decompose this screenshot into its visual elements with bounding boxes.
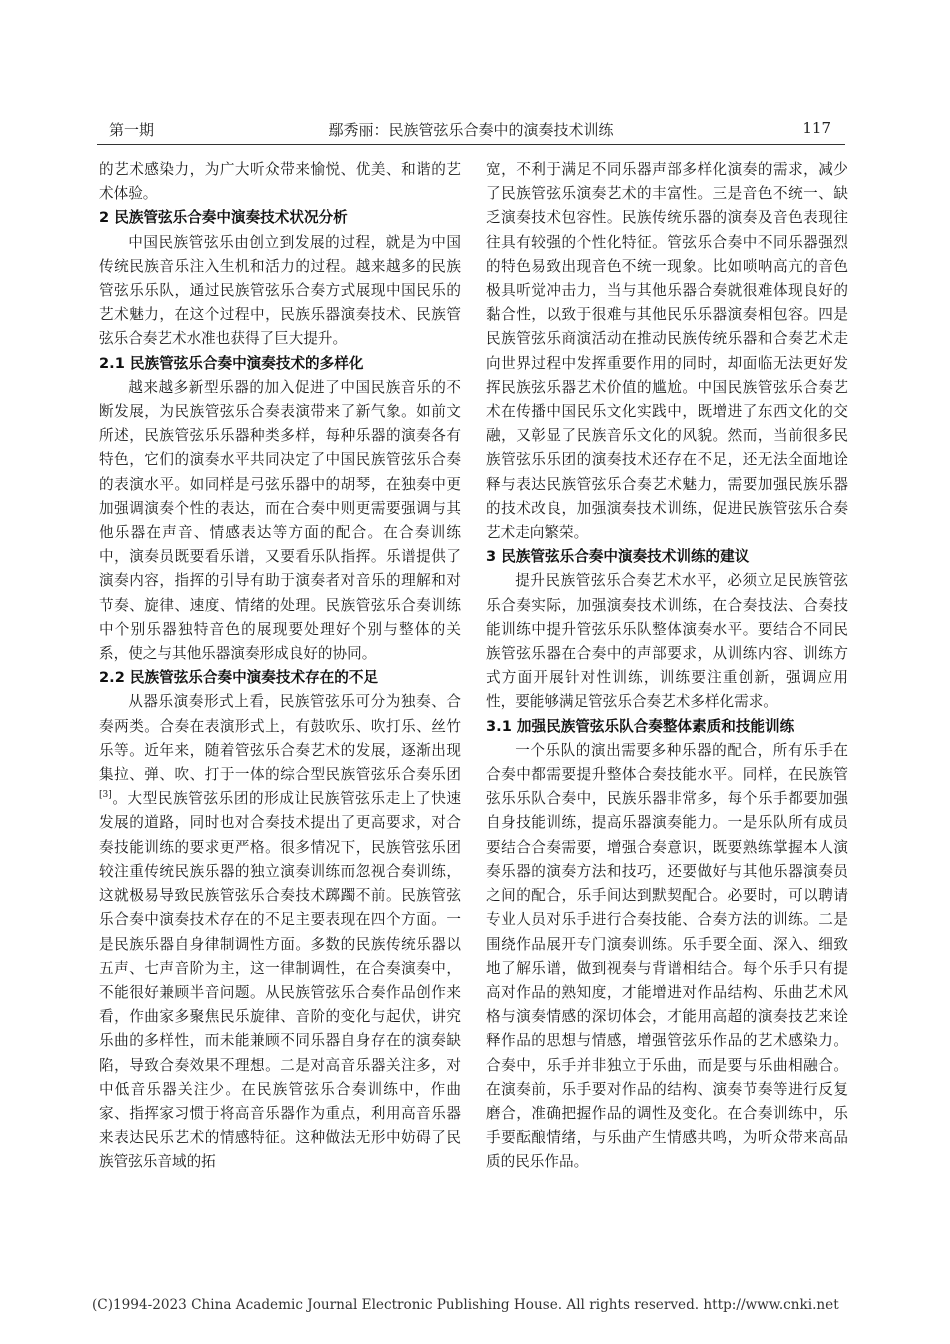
paragraph-section-2-2 — [99, 690, 461, 1174]
paragraph-section-2: 中国民族管弦乐由创立到发展的过程，就是为中国传统民族音乐注入生机和活力的过程。越来越多的民族管弦乐乐队，通过民族管弦乐合奏方式展现中国民乐的艺术魅力，在这个过程中，民族乐器演奏技术、民族管弦乐合奏艺术水准也获得了巨大提升。 — [99, 233, 461, 348]
issue-label: 第一期 — [109, 121, 155, 139]
paragraph-section-2-2-continued: 宽，不利于满足不同乐器声部多样化演奏的需求，减少了民族管弦乐演奏艺术的丰富性。三是音色不统一、缺乏演奏技术包容性。民族传统乐器的演奏及音色表现往往具有较强的个性化特征。管弦乐合奏中不同乐器强烈的特色易致出现音色不统一现象。比如唢呐高亢的音色极具听觉冲击力，当与其他乐器合奏就很难体现良好的黏合性，以致于很难与其他民乐乐器演奏相包容。四是民族管弦乐商演活动在推动民族传统乐器和合奏艺术走向世界过程中发挥重要作用的同时，却面临无法更好发挥民族弦乐器艺术价值的尴尬。中国民族管弦乐合奏艺术在传播中国民乐文化实践中，既增进了东西文化的交融，又彰显了民族音乐文化的风貌。然而，当前很多民族管弦乐乐团的演奏技术还存在不足，还无法全面地诠释与表达民族管弦乐合奏艺术魅力，需要加强民族乐器的技术改良，加强演奏技术训练，促进民族管弦乐合奏艺术走向繁荣。 — [486, 161, 848, 542]
paragraph-section-3: 提升民族管弦乐合奏艺术水平，必须立足民族管弦乐合奏实际，加强演奏技术训练，在合奏技法、合奏技能训练中提升管弦乐乐队整体演奏水平。要结合不同民族管弦乐器在合奏中的声部要求，从训练内容、训练方式方面开展针对性训练，训练要注重创新，强调应用性，要能够满足管弦乐合奏艺术多样化需求。 — [486, 572, 848, 711]
running-header — [97, 118, 845, 145]
page-number: 117 — [802, 119, 831, 137]
running-title: 鄢秀丽：民族管弦乐合奏中的演奏技术训练 — [328, 121, 614, 139]
citation-ref[interactable]: [3] — [99, 790, 112, 801]
section-heading-2-1: 2.1 民族管弦乐合奏中演奏技术的多样化 — [99, 354, 364, 372]
paragraph-intro-tail: 的艺术感染力，为广大听众带来愉悦、优美、和谐的艺术体验。 — [99, 161, 461, 203]
paragraph-section-2-1: 越来越多新型乐器的加入促进了中国民族音乐的不断发展，为民族管弦乐合奏表演带来了新气象。如前文所述，民族管弦乐乐器种类多样，每种乐器的演奏各有特色，它们的演奏水平共同决定了中国民族管弦乐合奏的表演水平。如同样是弓弦乐器中的胡琴，在独奏中更加强调演奏个性的表达，而在合奏中则更需要强调与其他乐器在声音、情感表达等方面的配合。在合奏训练中，演奏员既要看乐谱，又要看乐队指挥。乐谱提供了演奏内容，指挥的引导有助于演奏者对音乐的理解和对节奏、旋律、速度、情绪的处理。民族管弦乐合奏训练中个别乐器独特音色的展现要处理好个别与整体的关系，使之与其他乐器演奏形成良好的协同。 — [99, 378, 461, 663]
section-heading-3-1: 3.1 加强民族管弦乐队合奏整体素质和技能训练 — [486, 717, 795, 735]
paragraph-section-2-2-part-a: 从器乐演奏形式上看，民族管弦乐可分为独奏、合奏两类。合奏在表演形式上，有鼓吹乐、吹打乐、丝竹乐等。近年来，随着管弦乐合奏艺术的发展，逐渐出现集拉、弹、吹、打于一体的综合型民族管弦乐合奏乐团 — [99, 693, 461, 784]
right-column — [486, 158, 848, 1175]
copyright-footer: (C)1994-2023 China Academic Journal Electronic Publishing House. All rights reserved. http://www.cnki.net — [92, 1297, 839, 1313]
section-heading-2: 2 民族管弦乐合奏中演奏技术状况分析 — [99, 209, 348, 227]
paragraph-section-2-2-part-b: 。大型民族管弦乐团的形成让民族管弦乐走上了快速发展的道路，同时也对合奏技术提出了更高要求，对合奏技能训练的要求更严格。很多情况下，民族管弦乐团较注重传统民族乐器的独立演奏训练而忽视合奏训练，这就极易导致民族管弦乐合奏技术踯躅不前。民族管弦乐合奏中演奏技术存在的不足主要表现在四个方面。一是民族乐器自身律制调性方面。多数的民族传统乐器以五声、七声音阶为主，这一律制调性，在合奏演奏中，不能很好兼顾半音问题。从民族管弦乐合奏作品创作来看，作曲家多聚焦民乐旋律、音阶的变化与起伏，讲究乐曲的多样性，而未能兼顾不同乐器自身存在的演奏缺陷，导致合奏效果不理想。二是对高音乐器关注多，对中低音乐器关注少。在民族管弦乐合奏训练中，作曲家、指挥家习惯于将高音乐器作为重点，利用高音乐器来表达民乐艺术的情感特征。这种做法无形中妨碍了民族管弦乐音域的拓 — [99, 790, 461, 1171]
section-heading-2-2: 2.2 民族管弦乐合奏中演奏技术存在的不足 — [99, 669, 379, 687]
left-column — [99, 158, 461, 1175]
paragraph-section-3-1: 一个乐队的演出需要多种乐器的配合，所有乐手在合奏中都需要提升整体合奏技能水平。同样，在民族管弦乐乐队合奏中，民族乐器非常多，每个乐手都要加强自身技能训练，提高乐器演奏能力。一是乐队所有成员要结合合奏需要，增强合奏意识，既要熟练掌握本人演奏乐器的演奏方法和技巧，还要做好与其他乐器演奏员之间的配合，乐手间达到默契配合。必要时，可以聘请专业人员对乐手进行合奏技能、合奏方法的训练。二是围绕作品展开专门演奏训练。乐手要全面、深入、细致地了解乐谱，做到视奏与背谱相结合。每个乐手只有提高对作品的熟知度，才能增进对作品结构、乐曲艺术风格与演奏情感的深切体会，才能用高超的演奏技艺来诠释作品的思想与情感，增强管弦乐作品的艺术感染力。合奏中，乐手并非独立于乐曲，而是要与乐曲相融合。在演奏前，乐手要对作品的结构、演奏节奏等进行反复磨合，准确把握作品的调性及变化。在合奏训练中，乐手要酝酿情绪，与乐曲产生情感共鸣，为听众带来高品质的民乐作品。 — [486, 741, 848, 1171]
section-heading-3: 3 民族管弦乐合奏中演奏技术训练的建议 — [486, 548, 750, 566]
